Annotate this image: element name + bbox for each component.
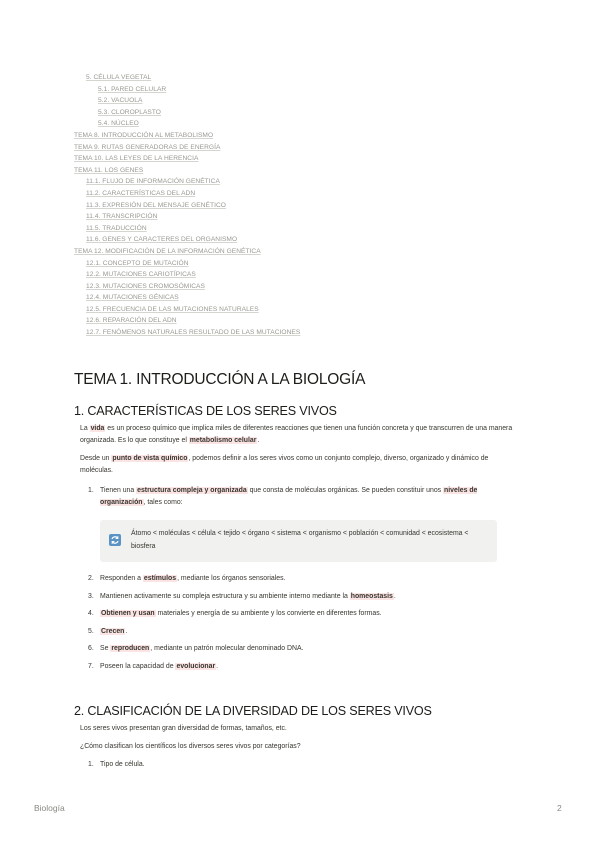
toc-link[interactable]: 11.3. EXPRESIÓN DEL MENSAJE GENÉTICO <box>86 201 226 209</box>
text: , tales como: <box>143 499 183 506</box>
toc-link[interactable]: 12.1. CONCEPTO DE MUTACIÓN <box>86 259 189 267</box>
paragraph: ¿Cómo clasifican los científicos los diversos seres vivos por categorías? <box>80 743 301 750</box>
highlight: vida <box>90 425 105 432</box>
toc-link[interactable]: 12.6. REPARACIÓN DEL ADN <box>86 317 177 325</box>
text: . <box>125 627 128 635</box>
toc-link[interactable]: 11.2. CARACTERÍSTICAS DEL ADN <box>86 189 196 197</box>
highlight: estructura compleja y organizada <box>137 487 247 494</box>
toc-link[interactable]: 5. CÉLULA VEGETAL <box>86 74 152 81</box>
toc-link[interactable]: 5.2. VACUOLA <box>98 97 143 105</box>
text: es un proceso químico que implica miles de diferentes reacciones que tienen una función concreta y que transcurren de una manera organizada. Es lo que constituye el <box>80 425 513 445</box>
section-heading: 1. CARACTERÍSTICAS DE LOS SERES VIVOS <box>74 404 337 418</box>
callout <box>100 520 497 562</box>
highlight: evolucionar <box>176 662 216 670</box>
toc-link[interactable]: 12.5. FRECUENCIA DE LAS MUTACIONES NATURALES <box>86 305 259 313</box>
list-number: 4. <box>88 610 94 617</box>
text: Tipo de célula. <box>100 761 145 768</box>
numbered-list <box>88 485 518 509</box>
text: La <box>80 425 90 432</box>
callout-text: Átomo < moléculas < célula < tejido < órgano < sistema < organismo < población < comunidad < ecosistema < biosfera <box>131 530 469 550</box>
toc-link[interactable]: TEMA 8. INTRODUCCIÓN AL METABOLISMO <box>74 131 214 139</box>
list-item <box>88 661 518 679</box>
highlight: punto de vista químico <box>112 455 188 462</box>
toc-link[interactable]: 11.6. GENES Y CARACTERES DEL ORGANISMO <box>86 236 238 244</box>
numbered-list <box>88 573 518 678</box>
text: Responden a <box>100 575 143 582</box>
text: , mediante los órganos sensoriales. <box>177 575 286 582</box>
list-number: 6. <box>88 645 94 652</box>
text: Se <box>100 645 111 652</box>
footer-subject: Biología <box>34 803 65 813</box>
toc-link[interactable]: 11.1. FLUJO DE INFORMACIÓN GENÉTICA <box>86 178 220 186</box>
text: . <box>393 592 396 600</box>
text: materiales y energía de su ambiente y los convierte en diferentes formas. <box>155 610 382 617</box>
text: que consta de moléculas orgánicas. Se pueden constituir unos <box>247 487 444 494</box>
list-item <box>88 591 518 609</box>
list-item <box>88 759 518 771</box>
list-number: 5. <box>88 627 94 635</box>
toc-link[interactable]: 12.4. MUTACIONES GÉNICAS <box>86 294 179 302</box>
paragraph <box>80 423 520 447</box>
table-of-contents <box>74 72 554 339</box>
text: . <box>257 437 260 445</box>
highlight: metabolismo celular <box>189 437 257 445</box>
highlight: estímulos <box>143 575 177 582</box>
list-item <box>88 643 518 661</box>
list-item <box>88 573 518 591</box>
numbered-list <box>88 759 518 771</box>
text: , mediante un patrón molecular denominado DNA. <box>150 645 304 652</box>
toc-link[interactable]: TEMA 9. RUTAS GENERADORAS DE ENERGÍA <box>74 143 221 151</box>
toc-link[interactable]: TEMA 10. LAS LEYES DE LA HERENCIA <box>74 155 199 163</box>
toc-link[interactable]: TEMA 12. MODIFICACIÓN DE LA INFORMACIÓN GENÉTICA <box>74 247 261 255</box>
list-number: 1. <box>88 761 94 768</box>
list-number: 1. <box>88 487 94 494</box>
toc-link[interactable]: 5.4. NÚCLEO <box>98 120 139 128</box>
page-number: 2 <box>557 803 562 813</box>
list-item <box>88 626 518 644</box>
list-number: 2. <box>88 575 94 582</box>
refresh-icon <box>109 534 121 546</box>
toc-link[interactable]: 5.1. PARED CELULAR <box>98 85 167 93</box>
text: . <box>216 662 219 670</box>
highlight: niveles de organización <box>100 487 478 506</box>
text: Tienen una <box>100 487 137 494</box>
paragraph: Los seres vivos presentan gran diversidad de formas, tamaños, etc. <box>80 725 287 732</box>
text: Mantienen activamente su compleja estructura y su ambiente interno mediante la <box>100 592 350 600</box>
list-item <box>88 608 518 626</box>
paragraph <box>80 453 520 477</box>
text: , podemos definir a los seres vivos como un conjunto complejo, diverso, organizado y dinámico de moléculas. <box>80 455 489 475</box>
toc-link[interactable]: 12.2. MUTACIONES CARIOTÍPICAS <box>86 271 196 279</box>
highlight: reproducen <box>111 645 150 652</box>
toc-link[interactable]: TEMA 11. LOS GENES <box>74 166 144 174</box>
text: Desde un <box>80 455 112 462</box>
highlight: homeostasis <box>350 592 393 600</box>
highlight: Crecen <box>101 627 125 635</box>
toc-link[interactable]: 12.3. MUTACIONES CROMOSÓMICAS <box>86 282 205 290</box>
section-heading: 2. CLASIFICACIÓN DE LA DIVERSIDAD DE LOS SERES VIVOS <box>74 704 432 718</box>
list-number: 7. <box>88 662 94 670</box>
toc-link[interactable]: 11.4. TRANSCRIPCIÓN <box>86 213 158 221</box>
highlight: Obtienen y usan <box>101 610 155 617</box>
toc-link[interactable]: 5.3. CLOROPLASTO <box>98 108 161 116</box>
toc-link[interactable]: 11.5. TRADUCCIÓN <box>86 224 147 232</box>
toc-link[interactable]: 12.7. FENÓMENOS NATURALES RESULTADO DE LAS MUTACIONES <box>86 329 301 337</box>
page-title: TEMA 1. INTRODUCCIÓN A LA BIOLOGÍA <box>74 371 366 388</box>
list-item <box>88 485 518 509</box>
list-number: 3. <box>88 592 94 600</box>
text: Poseen la capacidad de <box>100 662 176 670</box>
